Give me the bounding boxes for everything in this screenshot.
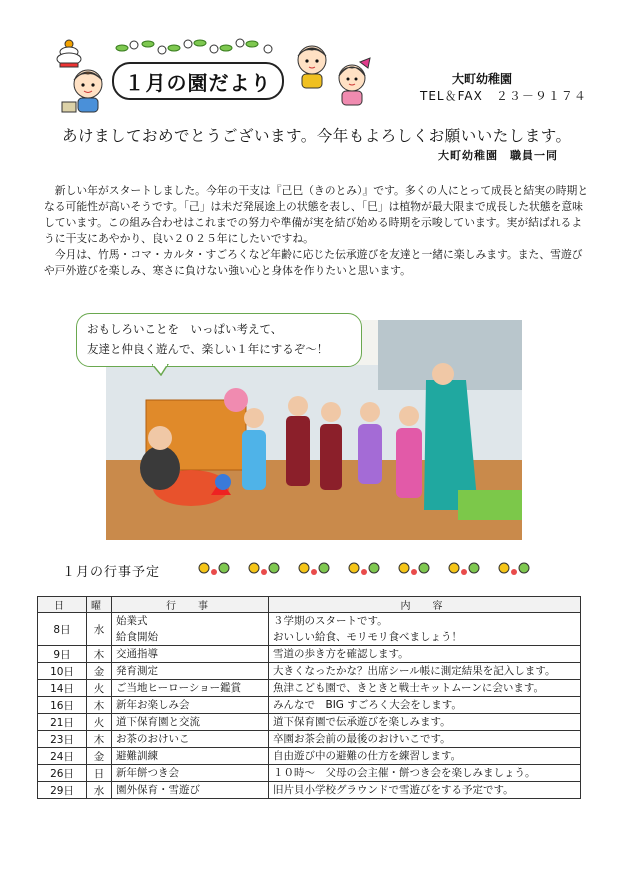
schedule-event-line: ご当地ヒーローショー鑑賞 [116,682,242,694]
schedule-event-line: 始業式 [116,615,148,627]
schedule-event [112,613,269,646]
schedule-day: 14日 [38,680,87,697]
schedule-event-line: 発育測定 [116,665,158,677]
schedule-content-line: 自由遊び中の避難の仕方を練習します。 [273,750,462,762]
schedule-event [112,714,269,731]
schedule-weekday: 火 [87,714,112,731]
flowers-garland-illustration [108,34,298,62]
schedule-table [37,596,581,799]
schedule-row [38,646,581,663]
schedule-event [112,646,269,663]
schedule-event [112,663,269,680]
schedule-content-line: 道下保育園で伝承遊びを楽しみます。 [273,716,451,728]
schedule-day: 9日 [38,646,87,663]
schedule-content [269,613,581,646]
new-year-greeting: あけましておめでとうございます。今年もよろしくお願いいたします。 [62,127,572,145]
schedule-event-line: 道下保育園と交流 [116,716,200,728]
header-event: 行 事 [112,597,269,613]
schedule-row [38,613,581,646]
schedule-content-line: 雪道の歩き方を確認します。 [273,648,409,660]
schedule-row [38,748,581,765]
schedule-header-row [38,597,581,613]
schedule-event [112,731,269,748]
schedule-content [269,782,581,799]
speech-line-2: 友達と仲良く遊んで、楽しい１年にするぞ～！ [87,342,329,356]
schedule-event-line: 園外保育・雪遊び [116,784,200,796]
schedule-event-line: 避難訓練 [116,750,158,762]
schedule-content-line: 旧片貝小学校グラウンドで雪遊びをする予定です。 [273,784,514,796]
schedule-row [38,731,581,748]
schedule-content-line: 大きくなったかな？出席シール帳に測定結果を記入します。 [273,665,556,677]
schedule-day: 26日 [38,765,87,782]
schedule-content-line: おいしい給食、モリモリ食べましょう！ [273,631,462,643]
schedule-event [112,697,269,714]
schedule-content [269,697,581,714]
schedule-weekday: 水 [87,613,112,646]
schedule-day: 21日 [38,714,87,731]
schedule-event-line: 新年お楽しみ会 [116,699,190,711]
schedule-content [269,714,581,731]
flower-icon [449,563,479,575]
paragraph-activities: 今月は、竹馬・コマ・カルタ・すごろくなど年齢に応じた伝承遊びを友達と一緒に楽しみます。また、雪遊びや戸外遊びを楽しみ、寒さに負けない強い心と身体を作りたいと思います。 [44,248,583,277]
schedule-day: 8日 [38,613,87,646]
speech-bubble-tail [152,364,170,376]
boy-with-mochi-illustration [60,64,116,116]
schedule-event [112,748,269,765]
schedule-row [38,765,581,782]
schedule-day: 10日 [38,663,87,680]
schedule-content [269,646,581,663]
schedule-content-line: ３学期のスタートです。 [273,615,388,627]
flower-decoration-row [196,558,556,578]
header-weekday: 曜 [87,597,112,613]
schedule-row [38,697,581,714]
flower-icon [349,563,379,575]
kindergarten-name: 大町幼稚園 [452,72,513,86]
header-content: 内 容 [269,597,581,613]
schedule-event-line: お茶のおけいこ [116,733,190,745]
schedule-row [38,680,581,697]
schedule-event-line: 交通指導 [116,648,158,660]
schedule-content-line: みんなで BIG すごろく大会をします。 [273,699,462,711]
children-pair-illustration [282,38,382,110]
schedule-content [269,731,581,748]
tel-fax: TEL＆FAX ２３－９１７４ [420,89,587,103]
flower-icon [249,563,279,575]
schedule-event-line: 給食開始 [116,631,158,643]
flower-icon [499,563,529,575]
paragraph-zodiac: 新しい年がスタートしました。今年の干支は『己巳（きのとみ）』です。多くの人にとって成長と結実の時期となる可能性が高いそうです。「己」は未だ発展途上の状態を表し、「巳」は植物が最大限まで成長した状態を意味しています。この組み合わせはこれまでの努力や準備が実を結び始める時期を示唆しています。実が結ばれるように干支にあやかり、良い２０２５年にしたいですね。 [44,184,589,245]
schedule-day: 23日 [38,731,87,748]
schedule-content [269,663,581,680]
schedule-row [38,782,581,799]
schedule-weekday: 金 [87,663,112,680]
schedule-event [112,680,269,697]
schedule-title: １月の行事予定 [62,565,161,580]
schedule-event [112,765,269,782]
schedule-content [269,680,581,697]
schedule-weekday: 木 [87,731,112,748]
schedule-day: 24日 [38,748,87,765]
flower-icon [399,563,429,575]
schedule-content [269,748,581,765]
schedule-content-line: 卒園お茶会前の最後のおけいこです。 [273,733,451,745]
body-text [44,183,592,279]
speech-line-1: おもしろいことを いっぱい考えて、 [87,322,283,336]
schedule-day: 16日 [38,697,87,714]
staff-signature: 大町幼稚園 職員一同 [438,149,558,162]
newsletter-title: １月の園だより [112,62,284,100]
header-day: 日 [38,597,87,613]
schedule-weekday: 木 [87,697,112,714]
speech-bubble [76,313,362,367]
flower-icon [199,563,229,575]
schedule-row [38,714,581,731]
schedule-event-line: 新年餅つき会 [116,767,179,779]
schedule-weekday: 木 [87,646,112,663]
schedule-content-line: 魚津こども園で、きときと戦士キットムーンに会います。 [273,682,545,694]
schedule-weekday: 金 [87,748,112,765]
schedule-weekday: 水 [87,782,112,799]
schedule-weekday: 火 [87,680,112,697]
schedule-content [269,765,581,782]
schedule-weekday: 日 [87,765,112,782]
schedule-event [112,782,269,799]
schedule-day: 29日 [38,782,87,799]
schedule-row [38,663,581,680]
schedule-content-line: １０時～ 父母の会主催・餅つき会を楽しみましょう。 [273,767,536,779]
flower-icon [299,563,329,575]
